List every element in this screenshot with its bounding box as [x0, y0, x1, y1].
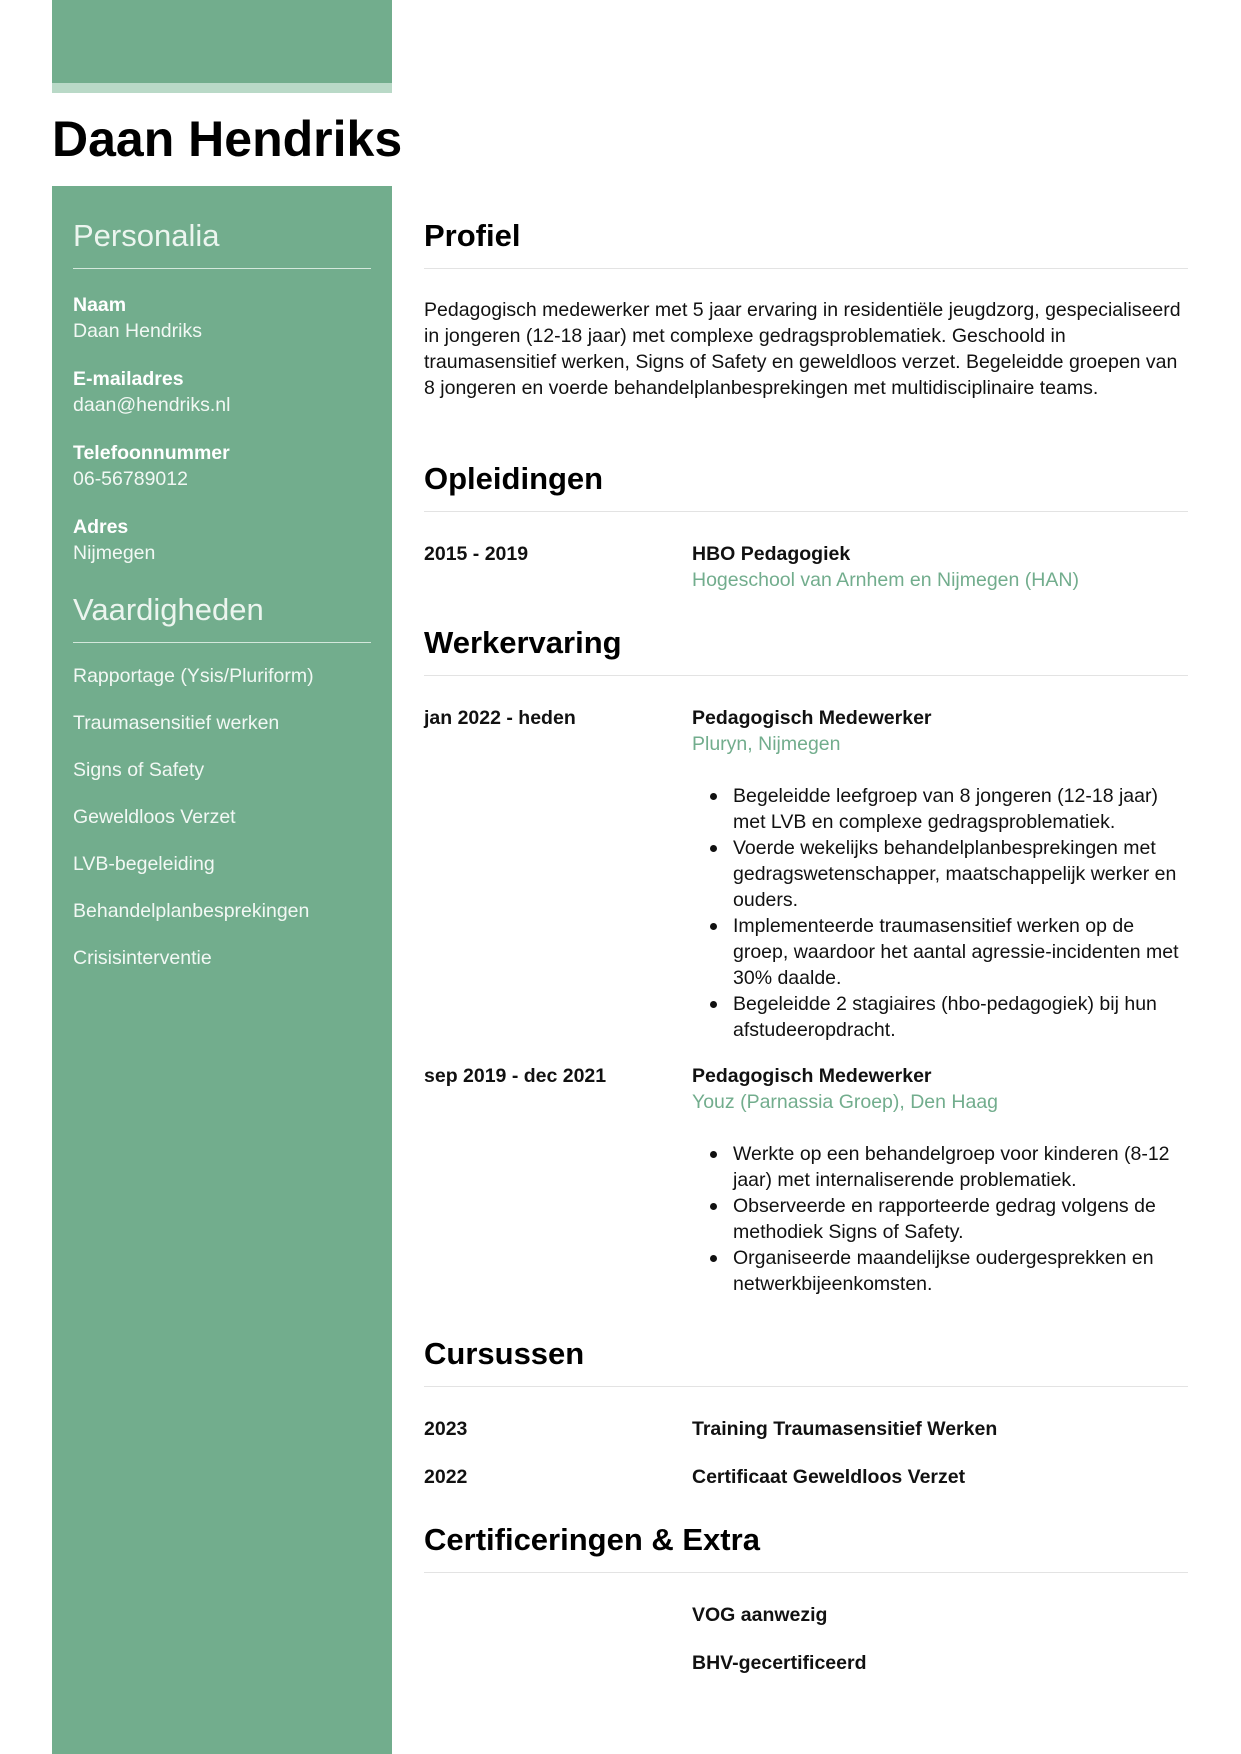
entry-title: Pedagogisch Medewerker	[692, 1065, 932, 1087]
bullet-item	[692, 1141, 1188, 1193]
experience-entry	[424, 705, 1188, 1043]
divider	[73, 268, 371, 269]
personal-item-address	[73, 514, 371, 566]
extra-entry	[424, 1602, 1188, 1628]
entry-body	[692, 705, 1188, 1043]
personalia-heading: Personalia	[73, 218, 220, 253]
entry-institution: Hogeschool van Arnhem en Nijmegen (HAN)	[692, 569, 1079, 591]
divider	[424, 511, 1188, 512]
bullet-text: Implementeerde traumasensitief werken op de groep, waardoor het aantal agressie-incidenten met 30% daalde.	[733, 915, 1179, 989]
skills-heading: Vaardigheden	[73, 592, 264, 627]
bullet-dot-icon	[710, 1255, 717, 1262]
profile-text: Pedagogisch medewerker met 5 jaar ervaring in residentiële jeugdzorg, gespecialiseerd in jongeren (12-18 jaar) met complexe gedragsproblematiek. Geschoold in traumasensitief werken, Signs of Safety en geweldloos verzet. Begeleidde groepen van 8 jongeren en voerde behandelplanbesprekingen met multidisciplinaire teams.	[424, 299, 1181, 399]
personal-label: Adres	[73, 516, 129, 538]
bullet-item	[692, 1193, 1188, 1245]
bullet-text: Begeleidde 2 stagiaires (hbo-pedagogiek) bij hun afstudeeropdracht.	[733, 993, 1157, 1041]
skills-section	[73, 590, 371, 971]
course-entry	[424, 1464, 1188, 1490]
education-heading: Opleidingen	[424, 461, 604, 496]
divider	[424, 1386, 1188, 1387]
entry-date: jan 2022 - heden	[424, 707, 576, 729]
bullet-dot-icon	[710, 845, 717, 852]
header-accent-stripe	[52, 83, 392, 93]
entry-body	[692, 1063, 1188, 1297]
divider	[424, 1572, 1188, 1573]
personal-value: Daan Hendriks	[73, 320, 202, 342]
personal-item-email	[73, 366, 371, 418]
education-entry	[424, 541, 1188, 593]
bullet-item	[692, 835, 1188, 913]
entry-title: VOG aanwezig	[692, 1604, 828, 1626]
personalia-section	[73, 216, 371, 566]
skill-item: Geweldloos Verzet	[73, 806, 236, 828]
divider	[73, 642, 371, 643]
personal-label: E-mailadres	[73, 368, 184, 390]
extras-section	[424, 1520, 1188, 1676]
personal-label: Naam	[73, 294, 127, 316]
experience-heading: Werkervaring	[424, 625, 622, 660]
entry-body	[692, 1602, 1188, 1628]
bullet-text: Begeleidde leefgroep van 8 jongeren (12-18 jaar) met LVB en complexe gedragsproblematiek.	[733, 785, 1158, 833]
skill-item: Rapportage (Ysis/Pluriform)	[73, 665, 314, 687]
bullet-item	[692, 1245, 1188, 1297]
bullet-item	[692, 913, 1188, 991]
bullet-item	[692, 783, 1188, 835]
course-entry	[424, 1416, 1188, 1442]
entry-body	[692, 1650, 1188, 1676]
experience-section	[424, 623, 1188, 1297]
experience-entry	[424, 1063, 1188, 1297]
personal-label: Telefoonnummer	[73, 442, 230, 464]
education-section	[424, 459, 1188, 593]
skill-item: Traumasensitief werken	[73, 712, 280, 734]
bullet-text: Werkte op een behandelgroep voor kinderen (8-12 jaar) met internaliserende problematiek.	[733, 1143, 1170, 1191]
skill-item: Behandelplanbesprekingen	[73, 900, 310, 922]
entry-body	[692, 1416, 1188, 1442]
entry-date: sep 2019 - dec 2021	[424, 1065, 607, 1087]
entry-date: 2023	[424, 1418, 468, 1440]
address-value: Nijmegen	[73, 542, 156, 564]
entry-date: 2015 - 2019	[424, 543, 529, 565]
sidebar	[52, 186, 392, 1754]
personal-item-name	[73, 292, 371, 344]
profile-heading: Profiel	[424, 218, 521, 253]
entry-employer: Youz (Parnassia Groep), Den Haag	[692, 1091, 999, 1113]
bullet-dot-icon	[710, 1001, 717, 1008]
bullet-dot-icon	[710, 923, 717, 930]
profile-section	[424, 216, 1188, 401]
entry-title: Training Traumasensitief Werken	[692, 1418, 998, 1440]
bullet-text: Voerde wekelijks behandelplanbesprekingen met gedragswetenschapper, maatschappelijk werker en ouders.	[733, 837, 1177, 911]
skill-item: LVB-begeleiding	[73, 853, 215, 875]
skill-item: Crisisinterventie	[73, 947, 212, 969]
extra-entry	[424, 1650, 1188, 1676]
entry-title: Pedagogisch Medewerker	[692, 707, 932, 729]
entry-body	[692, 541, 1188, 593]
bullet-item	[692, 991, 1188, 1043]
phone-value: 06-56789012	[73, 468, 188, 490]
bullet-list	[692, 783, 1188, 1043]
bullet-dot-icon	[710, 793, 717, 800]
personal-item-phone	[73, 440, 371, 492]
divider	[424, 268, 1188, 269]
entry-employer: Pluryn, Nijmegen	[692, 733, 841, 755]
bullet-text: Observeerde en rapporteerde gedrag volgens de methodiek Signs of Safety.	[733, 1195, 1156, 1243]
entry-title: HBO Pedagogiek	[692, 543, 851, 565]
bullet-text: Organiseerde maandelijkse oudergesprekken en netwerkbijeenkomsten.	[733, 1247, 1154, 1295]
header-accent-bar	[52, 0, 392, 83]
entry-body	[692, 1464, 1188, 1490]
extras-heading: Certificeringen & Extra	[424, 1522, 760, 1557]
entry-title: Certificaat Geweldloos Verzet	[692, 1466, 966, 1488]
email-value[interactable]: daan@hendriks.nl	[73, 394, 231, 416]
entry-date: 2022	[424, 1466, 468, 1488]
bullet-dot-icon	[710, 1203, 717, 1210]
candidate-name: Daan Hendriks	[52, 111, 403, 167]
skill-item: Signs of Safety	[73, 759, 205, 781]
bullet-list	[692, 1141, 1188, 1297]
courses-heading: Cursussen	[424, 1336, 585, 1371]
bullet-dot-icon	[710, 1151, 717, 1158]
entry-title: BHV-gecertificeerd	[692, 1652, 867, 1674]
divider	[424, 675, 1188, 676]
courses-section	[424, 1334, 1188, 1490]
